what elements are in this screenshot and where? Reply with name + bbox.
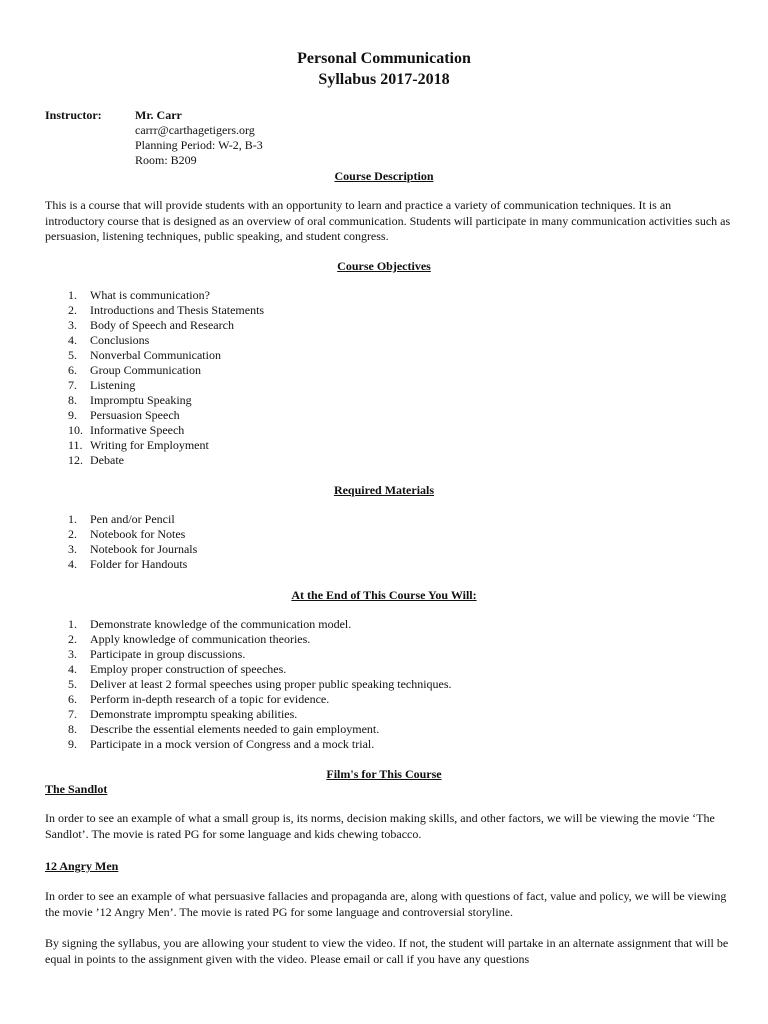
instructor-name: Mr. Carr [135, 108, 182, 122]
instructor-label: Instructor: [45, 108, 102, 122]
list-item: 5. Deliver at least 2 formal speeches using proper public speaking techniques. [68, 677, 452, 691]
required-materials-list [68, 512, 197, 572]
course-description-text: This is a course that will provide students with an opportunity to learn and practice a variety of communication techniques. It is an introductory course that is designed as an overview of oral communication. Students will participate in many communication activities such as persuasion, listening techniques, public speaking, and student congress. [45, 198, 731, 243]
course-objectives-list [68, 288, 264, 468]
course-outcomes-list [68, 617, 452, 752]
document-subtitle: Syllabus 2017-2018 [318, 71, 450, 88]
list-item: 2. Introductions and Thesis Statements [68, 303, 265, 317]
list-item: 1. What is communication? [68, 288, 210, 302]
instructor-planning-period: Planning Period: W-2, B-3 [135, 138, 263, 152]
list-item: 8. Describe the essential elements needed to gain employment. [68, 722, 380, 736]
films-heading: Film's for This Course [326, 767, 442, 781]
list-item: 3. Participate in group discussions. [68, 647, 246, 661]
course-outcomes-heading: At the End of This Course You Will: [291, 588, 477, 602]
instructor-email[interactable]: carrr@carthagetigers.org [135, 123, 255, 137]
list-item: 5. Nonverbal Communication [68, 348, 221, 362]
list-item: 4. Employ proper construction of speeches. [68, 662, 287, 676]
list-item: 7. Demonstrate impromptu speaking abilities. [68, 707, 298, 721]
list-item: 3. Notebook for Journals [68, 542, 198, 556]
list-item: 9. Persuasion Speech [68, 408, 180, 422]
film-title-12-angry-men: 12 Angry Men [45, 859, 119, 873]
list-item: 12. Debate [68, 453, 124, 467]
list-item: 9. Participate in a mock version of Congress and a mock trial. [68, 737, 375, 751]
list-item: 3. Body of Speech and Research [68, 318, 234, 332]
film-title-sandlot: The Sandlot [45, 782, 108, 796]
instructor-room: Room: B209 [135, 153, 197, 167]
required-materials-heading: Required Materials [333, 483, 435, 497]
list-item: 2. Apply knowledge of communication theories. [68, 632, 311, 646]
list-item: 11. Writing for Employment [68, 438, 209, 452]
list-item: 6. Group Communication [68, 363, 201, 377]
list-item: 1. Pen and/or Pencil [68, 512, 175, 526]
list-item: 4. Conclusions [68, 333, 150, 347]
course-objectives-heading: Course Objectives [337, 259, 431, 273]
list-item: 10. Informative Speech [68, 423, 185, 437]
viewing-consent-text: By signing the syllabus, you are allowing your student to view the video. If not, the student will partake in an alternate assignment that will be equal in points to the assignment given with the video. Please email or call if you have any questions [45, 936, 729, 966]
list-item: 6. Perform in-depth research of a topic for evidence. [68, 692, 330, 706]
list-item: 2. Notebook for Notes [68, 527, 186, 541]
list-item: 8. Impromptu Speaking [68, 393, 192, 407]
list-item: 4. Folder for Handouts [68, 557, 188, 571]
course-description-heading: Course Description [334, 169, 434, 183]
film-description-12-angry-men: In order to see an example of what persuasive fallacies and propaganda are, along with questions of fact, value and policy, we will be viewing the movie ’12 Angry Men’. The movie is rated PG for some language and controversial storyline. [45, 889, 727, 919]
list-item: 1. Demonstrate knowledge of the communication model. [68, 617, 352, 631]
film-description-sandlot: In order to see an example of what a small group is, its norms, decision making skills, and other factors, we will be viewing the movie ‘The Sandlot’. The movie is rated PG for some language and kids chewing tobacco. [45, 811, 715, 841]
list-item: 7. Listening [68, 378, 136, 392]
document-title: Personal Communication [297, 50, 471, 67]
